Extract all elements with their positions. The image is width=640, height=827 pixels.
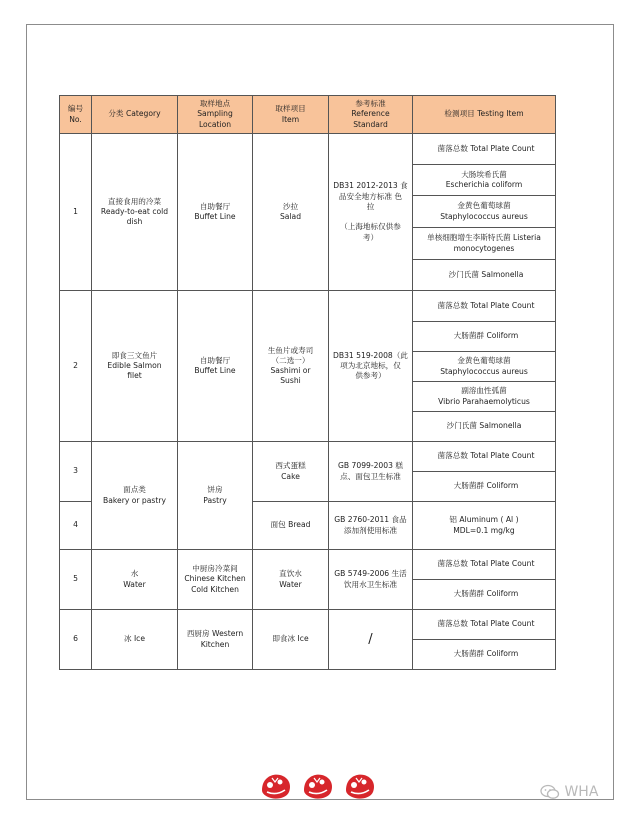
- standard-cell: /: [329, 610, 413, 670]
- item-cell: 西式蛋糕 Cake: [253, 442, 329, 502]
- category-cell: 即食三文鱼片 Edible Salmon filet: [92, 291, 178, 442]
- papercut-seal-icon: [342, 770, 378, 802]
- testing-item: 大肠埃希氏菌 Escherichia coliform: [413, 165, 556, 196]
- testing-item: 沙门氏菌 Salmonella: [413, 260, 556, 291]
- category-cell: 直接食用的冷菜 Ready-to-eat cold dish: [92, 134, 178, 291]
- location-cell: 自助餐厅 Buffet Line: [178, 291, 253, 442]
- row-number: 1: [60, 134, 92, 291]
- item-cell: 沙拉 Salad: [253, 134, 329, 291]
- testing-item: 单核细胞增生李斯特氏菌 Listeria monocytogenes: [413, 228, 556, 260]
- location-cell: 自助餐厅 Buffet Line: [178, 134, 253, 291]
- sampling-table: [59, 95, 556, 670]
- header-testing-item: 检测项目 Testing Item: [413, 96, 556, 134]
- header-location: 取样地点 Sampling Location: [178, 96, 253, 134]
- table-row: [60, 442, 556, 472]
- papercut-decoration: [258, 770, 382, 804]
- testing-item: 大肠菌群 Coliform: [413, 322, 556, 352]
- location-cell: 中厨房冷菜间 Chinese Kitchen Cold Kitchen: [178, 550, 253, 610]
- table-row: [60, 550, 556, 580]
- category-cell: 面点类 Bakery or pastry: [92, 442, 178, 550]
- testing-item: 副溶血性弧菌 Vibrio Parahaemolyticus: [413, 382, 556, 412]
- watermark-label: WHA: [564, 784, 599, 800]
- header-item: 取样项目 Item: [253, 96, 329, 134]
- table-row: [60, 291, 556, 322]
- header-category: 分类 Category: [92, 96, 178, 134]
- table-row: [60, 610, 556, 640]
- item-cell: 即食冰 Ice: [253, 610, 329, 670]
- table-header-row: [60, 96, 556, 134]
- row-number: 5: [60, 550, 92, 610]
- wechat-watermark: [540, 784, 624, 804]
- testing-item: 菌落总数 Total Plate Count: [413, 550, 556, 580]
- item-cell: 直饮水 Water: [253, 550, 329, 610]
- standard-cell: GB 2760-2011 食品 添加剂使用标准: [329, 502, 413, 550]
- testing-item: 大肠菌群 Coliform: [413, 640, 556, 670]
- testing-item: 铝 Aluminum ( Al ) MDL=0.1 mg/kg: [413, 502, 556, 550]
- category-cell: 冰 Ice: [92, 610, 178, 670]
- testing-item: 大肠菌群 Coliform: [413, 580, 556, 610]
- testing-item: 大肠菌群 Coliform: [413, 472, 556, 502]
- testing-item: 金黄色葡萄球菌 Staphylococcus aureus: [413, 352, 556, 382]
- item-cell: 生鱼片或寿司 （二选一） Sashimi or Sushi: [253, 291, 329, 442]
- row-number: 2: [60, 291, 92, 442]
- item-cell: 面包 Bread: [253, 502, 329, 550]
- wechat-icon: [540, 784, 560, 800]
- standard-cell: GB 7099-2003 糕 点、面包卫生标准: [329, 442, 413, 502]
- papercut-seal-icon: [258, 770, 294, 802]
- header-standard: 参考标准 Reference Standard: [329, 96, 413, 134]
- standard-cell: DB31 2012-2013 食 品安全地方标准 色 拉 （上海地标仅供参 考）: [329, 134, 413, 291]
- papercut-seal-icon: [300, 770, 336, 802]
- testing-item: 沙门氏菌 Salmonella: [413, 412, 556, 442]
- row-number: 3: [60, 442, 92, 502]
- standard-cell: DB31 519-2008（此 项为北京地标，仅 供参考）: [329, 291, 413, 442]
- location-cell: 西厨房 Western Kitchen: [178, 610, 253, 670]
- standard-cell: GB 5749-2006 生活 饮用水卫生标准: [329, 550, 413, 610]
- testing-item: 金黄色葡萄球菌 Staphylococcus aureus: [413, 196, 556, 228]
- header-no: 编号 No.: [60, 96, 92, 134]
- testing-item: 菌落总数 Total Plate Count: [413, 610, 556, 640]
- row-number: 4: [60, 502, 92, 550]
- category-cell: 水 Water: [92, 550, 178, 610]
- table-row: [60, 134, 556, 165]
- testing-item: 菌落总数 Total Plate Count: [413, 291, 556, 322]
- testing-item: 菌落总数 Total Plate Count: [413, 442, 556, 472]
- testing-item: 菌落总数 Total Plate Count: [413, 134, 556, 165]
- row-number: 6: [60, 610, 92, 670]
- location-cell: 饼房 Pastry: [178, 442, 253, 550]
